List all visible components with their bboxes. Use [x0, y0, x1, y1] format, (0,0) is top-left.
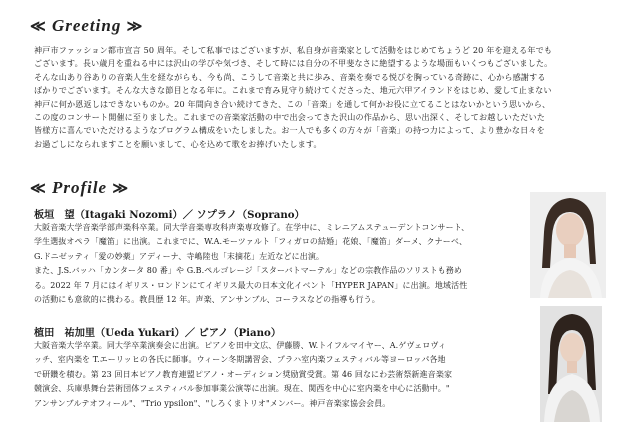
bio-line: で研鑽を積む。第 23 回日本ピアノ教育連盟ピアノ・オーディション奨励賞受賞。第 46 回なにわ芸術祭新進音楽家 — [34, 369, 453, 379]
heading-mark-left: ≪ — [30, 181, 47, 197]
greeting-line: そんな山あり谷ありの音楽人生を経ながらも、今も尚、こうして音楽と共に歩み、音楽を奏でる悦びを胸っている奇跡に、心から感謝する — [34, 71, 546, 82]
bio-line: アンサンブルテオフィール"、"Trio ypsilon"、"しろくまトリオ"メンバー。神戸音楽家協会会員。 — [34, 398, 391, 408]
greeting-line: 神戸市ファッション都市宣言 50 周年。そして私事ではございますが、私自身が音楽家として活動をはじめてちょうど 20 年を迎える年でも — [34, 45, 553, 55]
portrait-silhouette — [530, 192, 606, 298]
greeting-line: 皆様方に喜んでいただけるようなプログラム構成をいたしました。お一人でも多くの方々が「音楽」の持つ力によって、より豊かな日々を — [34, 125, 545, 136]
heading-mark-right: ≫ — [112, 181, 130, 197]
heading-mark-left: ≪ — [30, 19, 47, 35]
profile-title: Profile — [51, 178, 108, 197]
profile-heading — [30, 178, 129, 198]
pianist-portrait-photo — [540, 306, 602, 422]
bio-line: 学生選抜オペラ「魔笛」に出演。これまでに、W.A.モーツァルト「フィガロの結婚」花娘、「魔笛」ダーメ、クナーベ、 — [34, 237, 468, 247]
bio-line: G.ドニゼッティ「愛の妙薬」アディーナ、寺嶋陸也「末摘花」左近などに出演。 — [34, 251, 325, 261]
bio-line: 大阪音楽大学卒業。同大学卒業演奏会に出演。ピアノを田中文広、伊藤勝、W.トイフルマイヤー、A.ゲヴェロヴィ — [34, 341, 447, 350]
heading-mark-right: ≫ — [126, 19, 144, 35]
pianist-name: 植田 祐加里（Ueda Yukari）／ ピアノ（Piano） — [34, 327, 282, 339]
soprano-bio — [34, 221, 502, 307]
pianist-bio — [34, 339, 502, 411]
greeting-line: お過ごしになられますことを願いまして、心を込めて歌をお捧げいたします。 — [34, 138, 322, 149]
soprano-name: 板垣 望（Itagaki Nozomi）／ ソプラノ（Soprano） — [34, 209, 305, 221]
bio-line: る。2022 年 7 月にはイギリス・ロンドンにてイギリス最大の日本文化イベント「HYPER JAPAN」に出演。地域活性 — [34, 280, 468, 290]
bio-line: の活動にも意欲的に携わる。教員歴 12 年。声楽、アンサンブル、コーラスなどの指導も行う。 — [34, 295, 380, 305]
portrait-silhouette — [540, 306, 602, 422]
soprano-portrait-photo — [530, 192, 606, 298]
greeting-line: ございます。長い歳月を重ねる中には沢山の学びや気づき、そして時には自分の不甲斐なさに絶望するような場面もいくつもございました。 — [34, 58, 553, 69]
bio-line: 競演会、兵庫県舞台芸術団体フェスティバル参加事業公演等に出演。現在、関西を中心に室内楽を中心に活動中。" — [34, 384, 450, 394]
greeting-line: ばかりでございます。そんな大きな節目となる年に。これまで育み見守り続けてくださった、地元六甲アイランドをはじめ、愛して止まない — [34, 85, 552, 96]
bio-line: ッチ、室内楽を T.エーリッヒの各氏に師事。ウィーン冬期講習会、プラハ室内楽フェスティバル等ヨーロッパ各地 — [34, 355, 446, 365]
bio-line: また、J.S.バッハ「カンタータ 80 番」や G.B.ペルゴレージ「スターバトマーテル」などの宗教作品のソリストも務め — [34, 266, 462, 276]
greeting-line: 神戸に何か恩返しはできないものか。20 年間向き合い続けてきた、この「音楽」を通して何かお役に立てることはないかという思いから、 — [34, 98, 551, 109]
bio-line: 大阪音楽大学音楽学部声楽科卒業。同大学音楽専攻科声楽専攻修了。在学中に、ミレニアムステューデントコンサート、 — [34, 223, 470, 232]
greeting-body — [34, 44, 610, 151]
greeting-line: この度のコンサート開催に至りました。これまでの音楽家活動の中で出会ってきた沢山の作品から、思い出深く、そしてお越しいただいた — [34, 112, 545, 123]
greeting-title: Greeting — [51, 16, 122, 35]
greeting-heading — [30, 16, 143, 36]
